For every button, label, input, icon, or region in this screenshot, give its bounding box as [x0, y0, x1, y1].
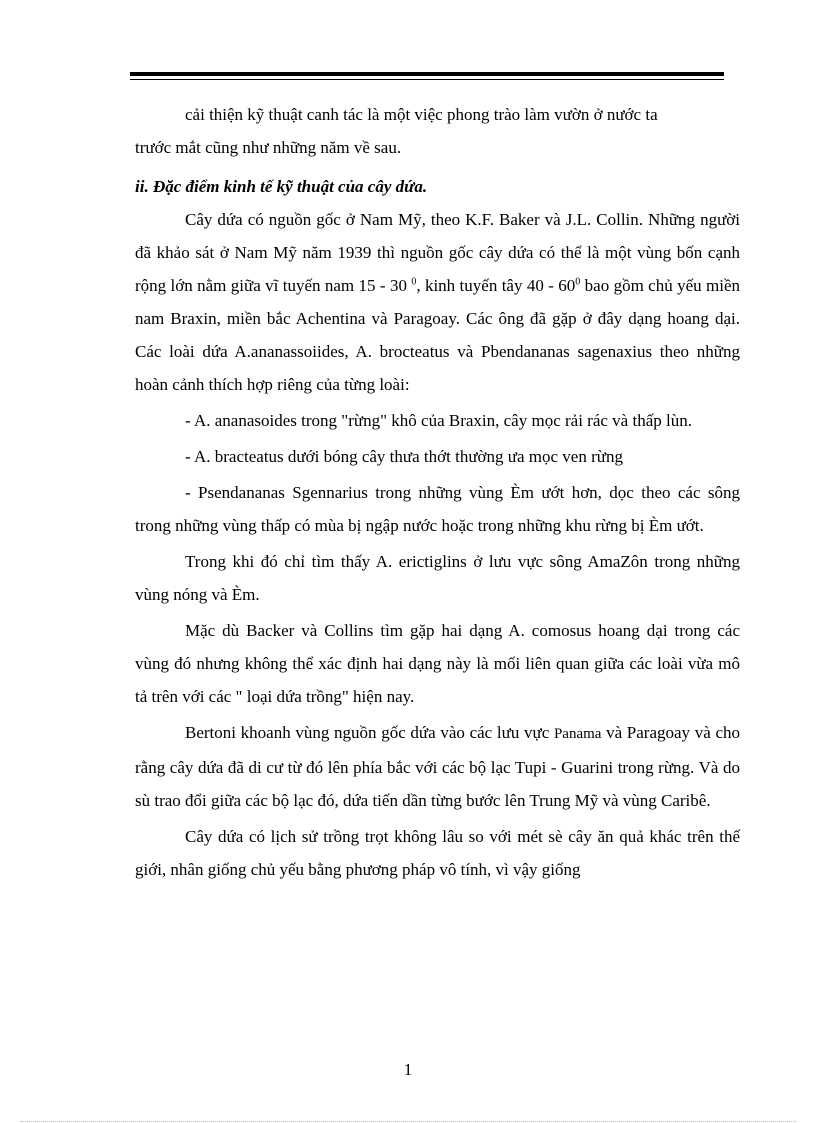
paragraph-amazon: Trong khi đó chỉ tìm thấy A. erictiglins ở lưu vực sông AmaZôn trong những vùng nóng và Èm.	[135, 552, 740, 604]
paragraph-bertoni-text-a: Bertoni khoanh vùng nguồn gốc dứa vào các lưu vực	[185, 723, 554, 742]
panama-word: Panama	[553, 726, 602, 742]
page-number: 1	[403, 1060, 413, 1079]
intro-line-1: cải thiện kỹ thuật canh tác là một việc phong trào làm vườn ở nước ta	[185, 105, 658, 124]
bullet-bracteatus: - A. bracteatus dưới bóng cây thưa thớt thường ưa mọc ven rừng	[185, 447, 623, 466]
paragraph-bertoni-text-b: và Paragoay và cho rằng cây dứa đã di cư từ đó lên phía bắc với các bộ lạc Tupi - Guarini trong rừng. Và do sù trao đổi giữa các bộ lạc đó, dứa tiến dần từng bước lên Trung Mỹ và vùng Caribê.	[135, 723, 740, 810]
degree-superscript-1: 0	[411, 276, 417, 288]
bullet-psendananas: - Psendananas Sgennarius trong những vùng Èm ướt hơn, dọc theo các sông trong những vùng thấp có mùa bị ngập nước hoặc trong những khu rừng bị Èm ướt.	[135, 483, 740, 535]
paragraph-origin-text-c: bao gồm chủ yếu miền nam Braxin, miền bắc Achentina và Paragoay. Các ông đã gặp ở đây dạng hoang dại. Các loài dứa A.ananassoiides, A. brocteatus và Pbendananas sagenaxius theo những hoàn cảnh thích hợp riêng của từng loài:	[135, 276, 741, 394]
paragraph-origin-text-a: Cây dứa có nguồn gốc ở Nam Mỹ, theo K.F. Baker và J.L. Collin. Những người đã khảo sát ở Nam Mỹ năm 1939 thì nguồn gốc cây dứa có thể là một vùng bốn cạnh rộng lớn nằm giữa vĩ tuyến nam 15 - 30	[135, 210, 740, 295]
degree-superscript-2: 0	[575, 276, 581, 288]
paragraph-backer-collins: Mặc dù Backer và Collins tìm gặp hai dạng A. comosus hoang dại trong các vùng đó nhưng không thể xác định hai dạng này là mối liên quan giữa các loài vừa mô tả trên với các " loại dứa trồng" hiện nay.	[135, 621, 740, 706]
header-rule-thin	[130, 79, 724, 80]
paragraph-history: Cây dứa có lịch sử trồng trọt không lâu so với mét sè cây ăn quả khác trên thế giới, nhân giống chủ yếu bằng phương pháp vô tính, vì vậy giống	[135, 827, 740, 879]
section-heading: ii. Đặc điểm kinh tế kỹ thuật của cây dứa.	[135, 177, 428, 196]
page-bottom-border	[20, 1121, 796, 1122]
header-rule-thick	[130, 72, 724, 76]
paragraph-origin	[135, 203, 740, 401]
intro-line-2: trước mắt cũng như những năm về sau.	[135, 138, 402, 157]
paragraph-bertoni	[135, 716, 740, 817]
bullet-ananasoides: - A. ananasoides trong "rừng" khô của Braxin, cây mọc rải rác và thấp lùn.	[185, 411, 692, 430]
document-body	[135, 98, 740, 886]
paragraph-origin-text-b: , kinh tuyến tây 40 - 60	[416, 276, 576, 295]
